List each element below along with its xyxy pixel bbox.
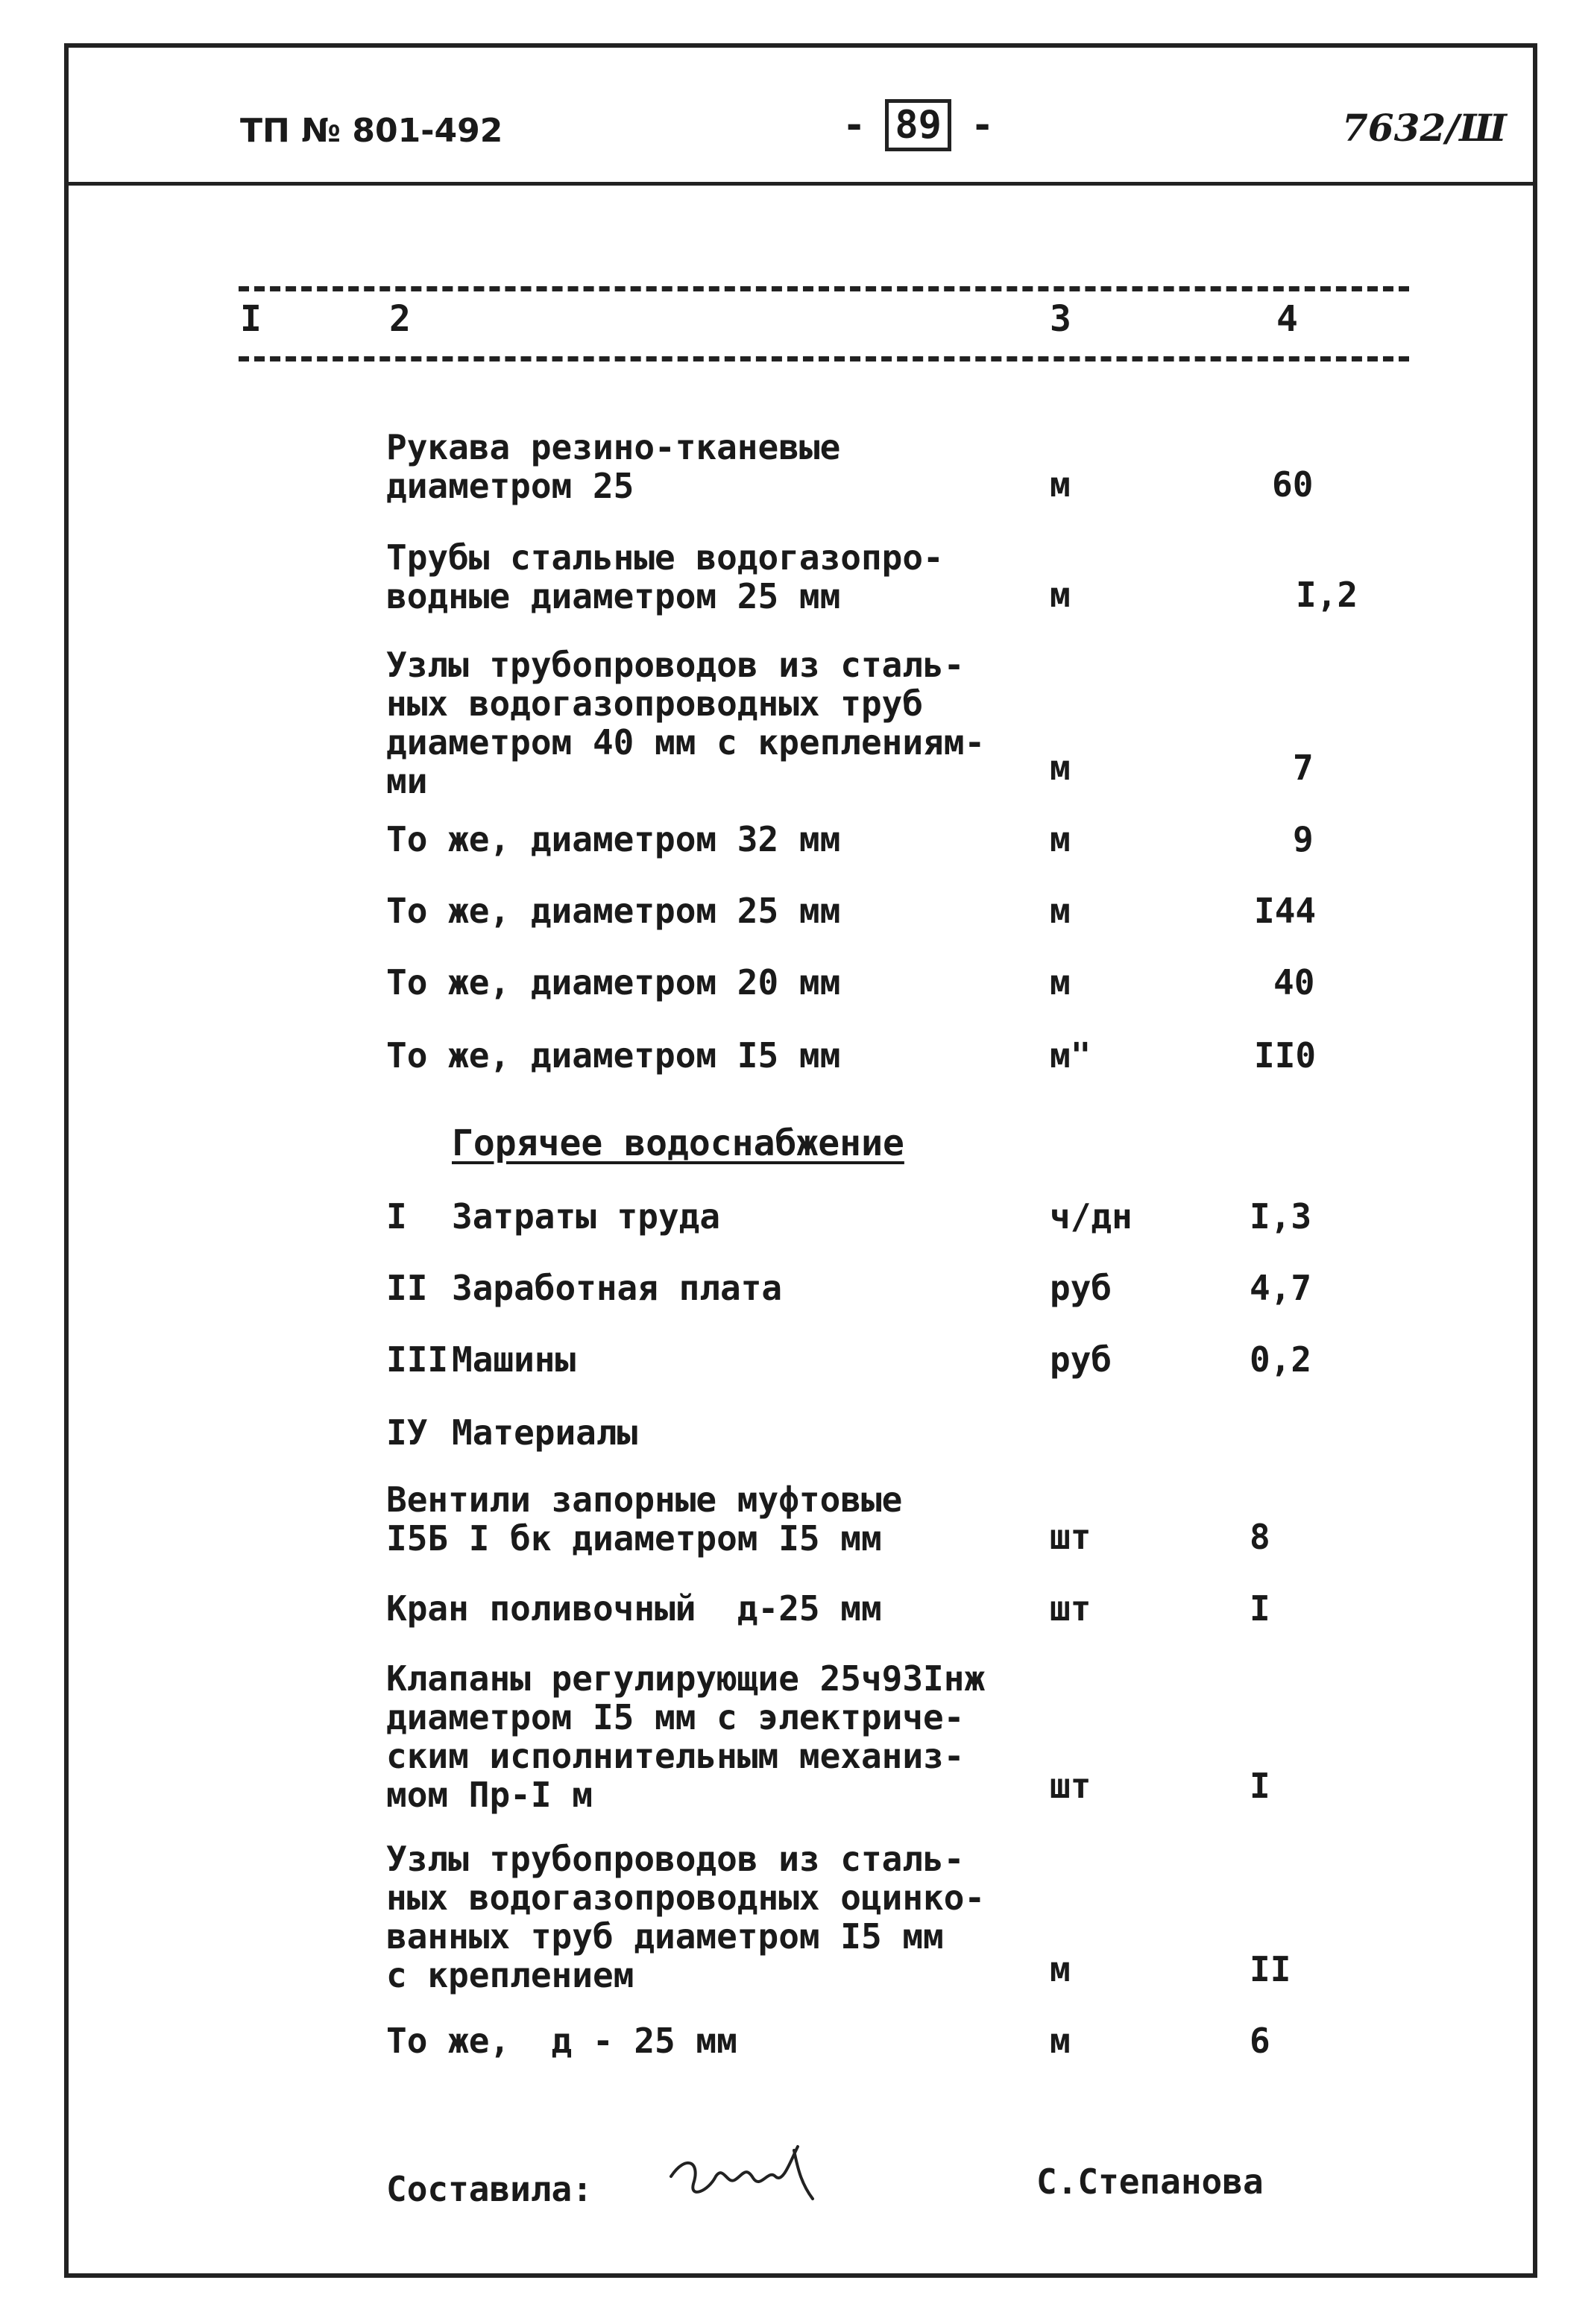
row-unit: м <box>1050 891 1071 931</box>
column-number-2: 2 <box>389 298 411 340</box>
cost-unit: руб <box>1050 1339 1112 1380</box>
material-unit: м <box>1050 1949 1071 1989</box>
row-name: Трубы стальные водогазопро- водные диаметром 25 мм <box>386 537 944 616</box>
row-unit: м <box>1050 819 1071 859</box>
row-qty: 7 <box>1293 748 1314 788</box>
material-name: Кран поливочный д-25 мм <box>386 1588 882 1629</box>
row-qty: 60 <box>1272 464 1314 505</box>
material-name: То же, д - 25 мм <box>386 2021 737 2061</box>
row-unit: м <box>1050 575 1071 615</box>
dash-right: - <box>970 103 995 148</box>
cost-unit: ч/дн <box>1050 1196 1133 1237</box>
page-number-box: 89 <box>885 99 951 151</box>
cost-unit: руб <box>1050 1268 1112 1308</box>
cost-qty: I,3 <box>1250 1196 1312 1237</box>
column-number-1: I <box>240 298 262 340</box>
compiled-by-label: Составила: <box>386 2169 593 2209</box>
cost-label: Заработная плата <box>452 1268 783 1308</box>
material-qty: 6 <box>1250 2021 1270 2061</box>
cost-label: Материалы <box>452 1412 638 1453</box>
material-qty: I <box>1250 1766 1270 1806</box>
material-unit: м <box>1050 2021 1071 2061</box>
material-unit: шт <box>1050 1588 1091 1629</box>
page-number <box>842 103 994 148</box>
row-name: То же, диаметром I5 мм <box>386 1035 841 1076</box>
dash-left: - <box>842 103 866 148</box>
cost-roman: II <box>386 1268 428 1308</box>
row-name: То же, диаметром 20 мм <box>386 962 841 1002</box>
material-qty: I <box>1250 1588 1270 1629</box>
cost-label: Машины <box>452 1339 576 1380</box>
doc-code: ТП № 801-492 <box>240 112 503 150</box>
table-header-rule <box>239 356 1409 361</box>
material-name: Клапаны регулирующие 25ч93Iнж диаметром I5 мм с электриче- ским исполнительным механиз- мом Пр-I м <box>386 1658 986 1815</box>
row-qty: I44 <box>1254 891 1317 931</box>
cost-label: Затраты труда <box>452 1196 721 1237</box>
row-unit: м <box>1050 464 1071 505</box>
row-name: То же, диаметром 32 мм <box>386 819 841 859</box>
row-qty: II0 <box>1254 1035 1317 1076</box>
material-name: Узлы трубопроводов из сталь- ных водогазопроводных оцинко- ванных труб диаметром I5 мм с креплением <box>386 1839 986 1995</box>
row-name: То же, диаметром 25 мм <box>386 891 841 931</box>
compiler-name: С.Степанова <box>1036 2162 1264 2202</box>
column-number-3: 3 <box>1050 298 1071 340</box>
row-name: Рукава резино-тканевые диаметром 25 <box>386 427 841 506</box>
material-qty: 8 <box>1250 1517 1270 1557</box>
cost-roman: IУ <box>386 1412 428 1453</box>
row-qty: 40 <box>1273 962 1315 1002</box>
row-qty: I,2 <box>1296 575 1358 615</box>
row-unit: м" <box>1050 1035 1091 1076</box>
table-top-rule <box>239 286 1409 291</box>
row-unit: м <box>1050 962 1071 1002</box>
material-qty: II <box>1250 1949 1291 1989</box>
row-name: Узлы трубопроводов из сталь- ных водогазопроводных труб диаметром 40 мм с креплениям- ми <box>386 645 986 801</box>
sheet-ref: 7632/Ш <box>1342 106 1507 150</box>
header-rule <box>64 182 1537 186</box>
column-number-4: 4 <box>1276 298 1298 340</box>
cost-qty: 4,7 <box>1250 1268 1312 1308</box>
material-name: Вентили запорные муфтовые I5Б I бк диаметром I5 мм <box>386 1480 903 1559</box>
material-unit: шт <box>1050 1766 1091 1806</box>
row-qty: 9 <box>1293 819 1314 859</box>
row-unit: м <box>1050 748 1071 788</box>
material-unit: шт <box>1050 1517 1091 1557</box>
signature-icon <box>664 2132 857 2221</box>
cost-qty: 0,2 <box>1250 1339 1312 1380</box>
cost-roman: III <box>386 1339 449 1380</box>
cost-roman: I <box>386 1196 407 1237</box>
section-title: Горячее водоснабжение <box>452 1122 904 1164</box>
